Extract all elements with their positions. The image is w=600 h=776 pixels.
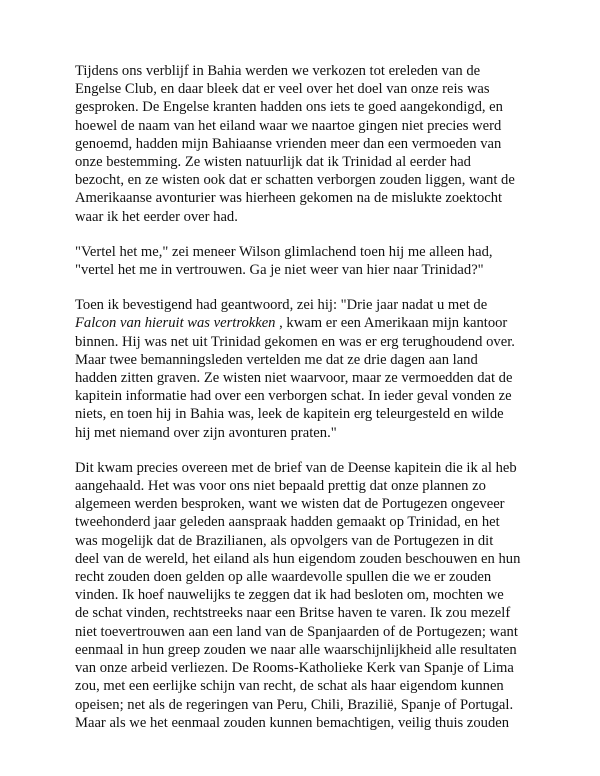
text-line: Engelse Club, en daar bleek dat er veel over het doel van onze reis was [75,81,490,98]
text-line: hoewel de naam van het eiland waar we naartoe gingen niet precies werd [75,117,502,134]
text-line: bezocht, en ze wisten ook dat er schatten verborgen zouden liggen, want de [75,172,515,189]
text-fragment: , kwam er een Amerikaan mijn kantoor [275,315,508,332]
text-line: aangehaald. Het was voor ons niet bepaald prettig dat onze plannen zo [75,478,486,495]
text-line: de schat vinden, rechtstreeks naar een Britse haven te varen. Ik zou mezelf [75,605,511,622]
text-line: binnen. Hij was net uit Trinidad gekomen en was er erg terughoudend over. [75,333,515,350]
paragraph-bahia-club [75,62,535,226]
text-line: hadden zitten graven. Ze wisten niet waarvoor, maar ze vermoedden dat de [75,370,513,387]
text-line: Dit kwam precies overeen met de brief van de Deense kapitein die ik al heb [75,459,517,476]
text-line: Maar als we het eenmaal zouden kunnen bemachtigen, veilig thuis zouden [75,714,510,731]
paragraph-american-visit [75,296,535,442]
text-line: algemeen werden besproken, want we wisten dat de Portugezen ongeveer [75,496,505,513]
text-line: Amerikaanse avonturier was hierheen gekomen na de mislukte zoektocht [75,190,503,207]
text-line: onze bestemming. Ze wisten natuurlijk dat ik Trinidad al eerder had [75,154,471,171]
text-line: hij met niemand over zijn avonturen praten." [75,424,337,441]
text-line: kapitein informatie had over een verborgen schat. In ieder geval vonden ze [75,388,512,405]
text-line: Tijdens ons verblijf in Bahia werden we verkozen tot ereleden van de [75,63,481,79]
text-line: Maar twee bemanningsleden vertelden me dat ze drie dagen aan land [75,351,478,368]
text-line: "Vertel het me," zei meneer Wilson glimlachend toen hij me alleen had, [75,243,493,260]
text-line: waar ik het eerder over had. [75,208,238,225]
text-line: recht zouden doen gelden op alle waardevolle spullen die we er zouden [75,569,492,586]
text-line: opeisen; net als de regeringen van Peru, Chili, Brazilië, Spanje of Portugal. [75,696,514,713]
paragraph-wilson-question [75,243,535,279]
ship-name-italic: Falcon van hieruit was vertrokken [75,315,276,332]
text-line: vinden. Ik hoef nauwelijks te zeggen dat ik had besloten om, mochten we [75,587,504,604]
text-line: van onze arbeid verliezen. De Rooms-Katholieke Kerk van Spanje of Lima [75,660,514,677]
text-line: gesproken. De Engelse kranten hadden ons iets te goed aangekondigd, en [75,99,503,116]
text-line: genoemd, hadden mijn Bahiaanse vrienden meer dan een vermoeden van [75,135,502,152]
document-page [75,62,535,749]
paragraph-danish-letter [75,459,535,732]
text-line: niet toevertrouwen aan een land van de Spanjaarden of de Portugezen; want [75,623,518,640]
text-line: zou, met een eerlijke schijn van recht, de schat als haar eigendom kunnen [75,678,504,695]
text-line: deel van de wereld, het eiland als hun eigendom zouden beschouwen en hun [75,550,521,567]
text-line [75,314,535,332]
text-line: was mogelijk dat de Brazilianen, als opvolgers van de Portugezen in dit [75,532,494,549]
text-line: "vertel het me in vertrouwen. Ga je niet weer van hier naar Trinidad?" [75,262,484,279]
text-line: eenmaal in hun greep zouden we naar alle waarschijnlijkheid alle resultaten [75,641,517,658]
text-line: niets, en toen hij in Bahia was, leek de kapitein erg teleurgesteld en wilde [75,406,504,423]
text-line: tweehonderd jaar geleden aanspraak hadden gemaakt op Trinidad, en het [75,514,500,531]
text-line: Toen ik bevestigend had geantwoord, zei hij: "Drie jaar nadat u met de [75,297,488,314]
